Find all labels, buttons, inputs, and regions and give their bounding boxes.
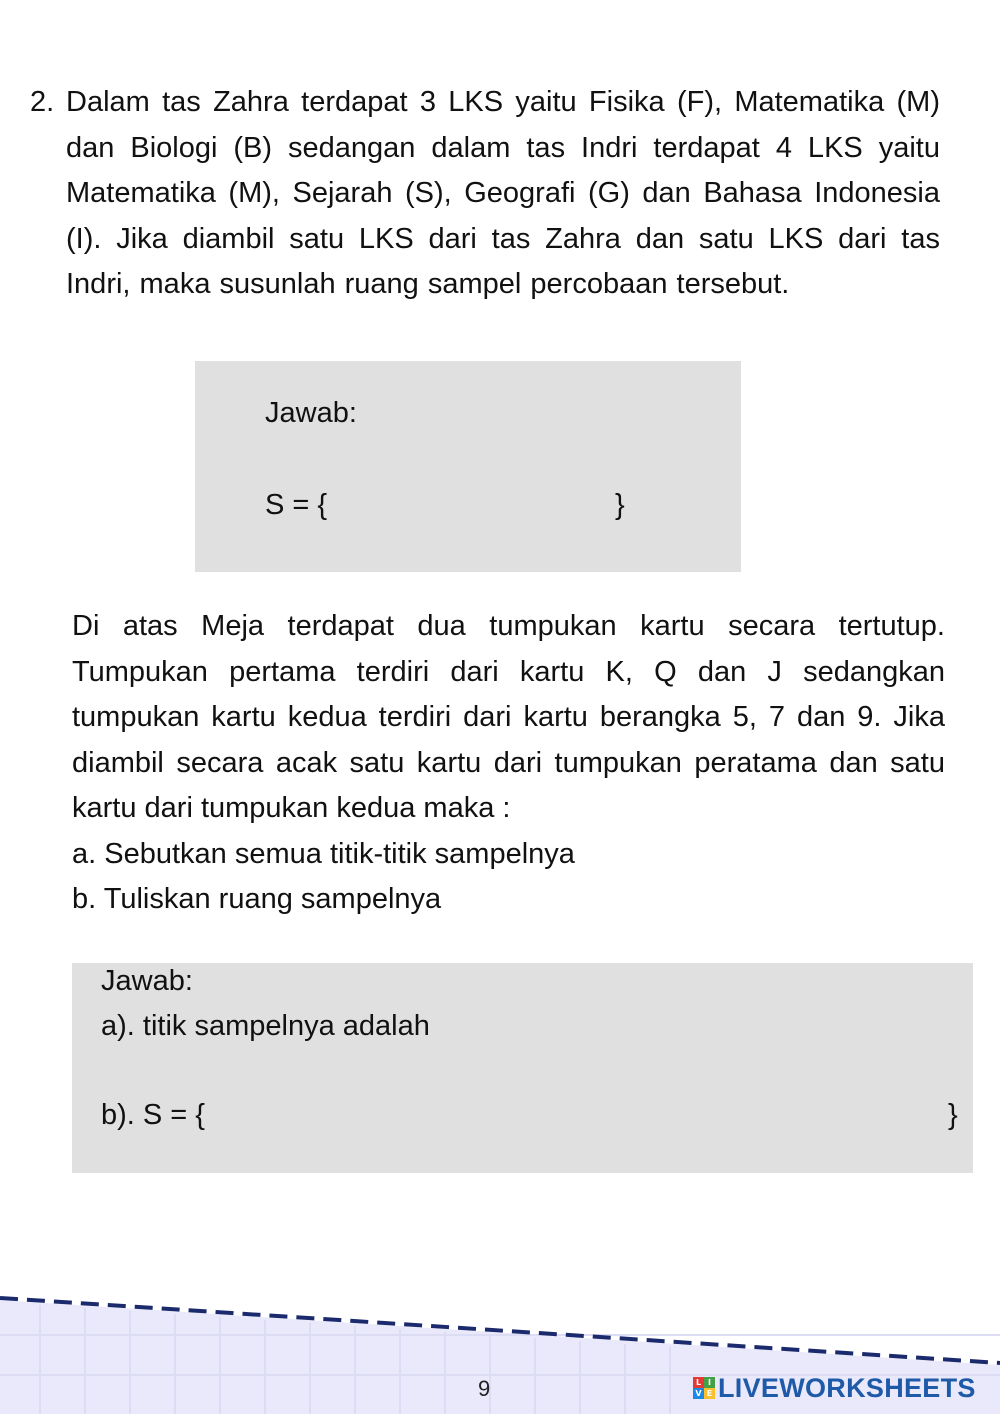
sample-space-open: S = { — [265, 489, 328, 521]
answer-label: Jawab: — [101, 965, 193, 997]
brand-logo — [693, 1372, 976, 1404]
sample-space-close: } — [948, 1099, 958, 1131]
question-text: Di atas Meja terdapat dua tumpukan kartu secara tertutup. Tumpukan pertama terdiri dari kartu K, Q dan J sedangkan tumpukan kartu kedua terdiri dari kartu berangka 5, 7 dan 9. Jika diambil secara acak satu kartu dari tumpukan peratama dan satu kartu dari tumpukan kedua maka : — [72, 610, 945, 824]
answer-label: Jawab: — [265, 397, 357, 429]
answer-a-label: a). titik sampelnya adalah — [101, 1010, 430, 1042]
page-number: 9 — [478, 1376, 491, 1401]
brand-name: LIVEWORKSHEETS — [718, 1372, 976, 1403]
question-3 — [72, 604, 945, 923]
question-number: 2. — [30, 86, 55, 118]
logo-tile: L — [693, 1377, 704, 1388]
logo-tile: V — [693, 1388, 704, 1399]
answer-box-2[interactable] — [72, 963, 973, 1173]
liveworksheets-icon — [693, 1377, 715, 1399]
sample-space-close: } — [615, 489, 625, 521]
sub-question-a: a. Sebutkan semua titik-titik sampelnya — [72, 837, 575, 870]
logo-tile: E — [704, 1388, 715, 1399]
answer-box-1[interactable] — [195, 361, 741, 572]
question-text: Dalam tas Zahra terdapat 3 LKS yaitu Fisika (F), Matematika (M) dan Biologi (B) sedangan dalam tas Indri terdapat 4 LKS yaitu Matematika (M), Sejarah (S), Geografi (G) dan Bahasa Indonesia (I). Jika diambil satu LKS dari tas Zahra dan satu LKS dari tas Indri, maka susunlah ruang sampel percobaan tersebut. — [66, 86, 940, 300]
sub-question-b: b. Tuliskan ruang sampelnya — [72, 883, 442, 915]
answer-b-label: b). S = { — [101, 1099, 205, 1131]
logo-tile: I — [704, 1377, 715, 1388]
question-2 — [30, 80, 940, 308]
